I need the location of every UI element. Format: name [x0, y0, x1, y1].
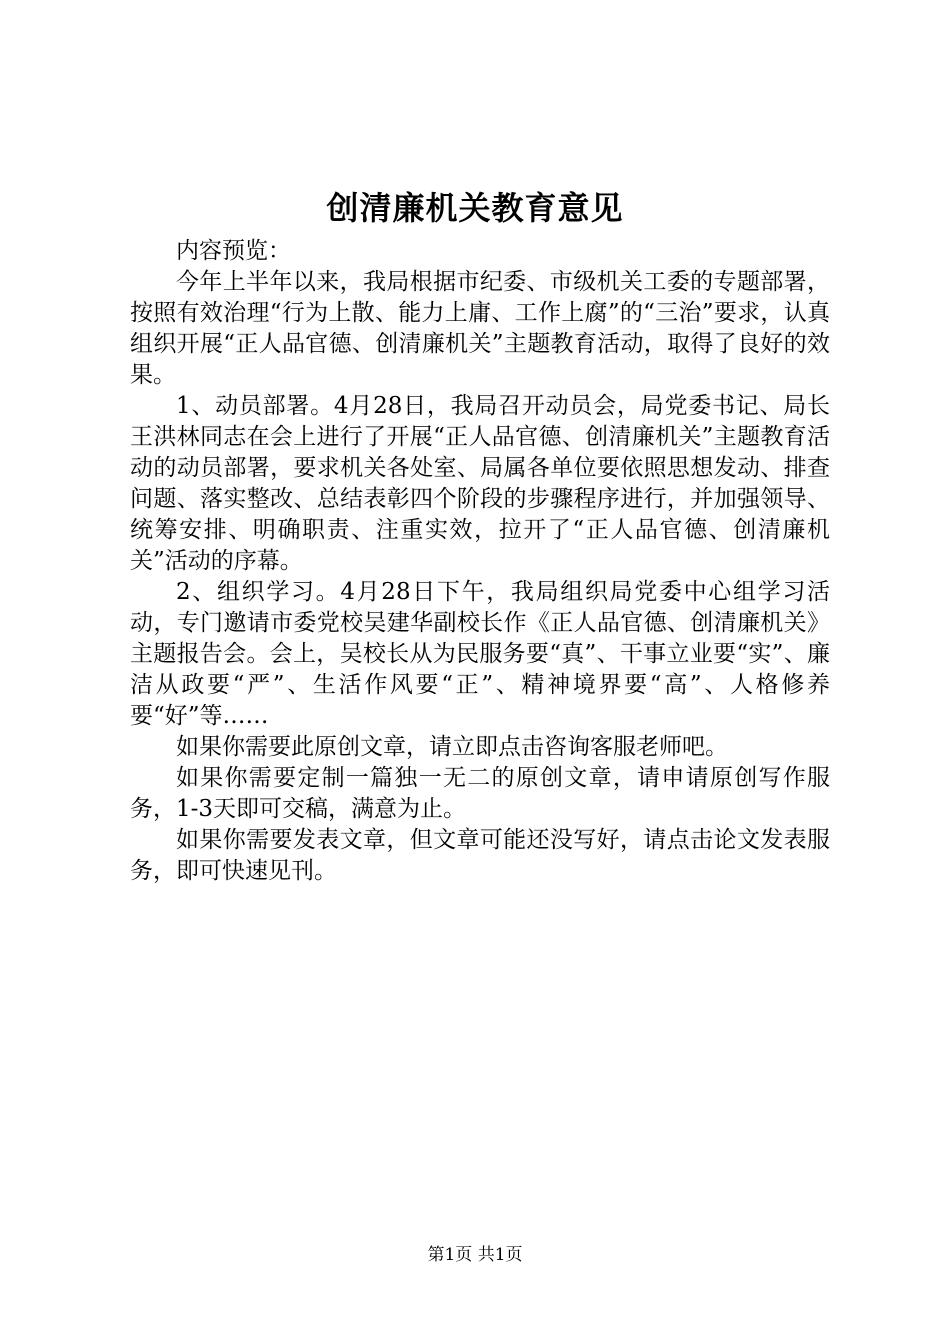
- page-footer: 第1页 共1页: [427, 1245, 523, 1265]
- paragraph-contact-service: 如果你需要此原创文章，请立即点击咨询客服老师吧。: [176, 734, 728, 760]
- document-body: [130, 236, 830, 887]
- paragraph-custom-writing: 如果你需要定制一篇独一无二的原创文章，请申请原创写作服务，1-3天即可交稿，满意为止。: [130, 765, 830, 822]
- paragraph-intro: 今年上半年以来，我局根据市纪委、市级机关工委的专题部署，按照有效治理“行为上散、能力上庸、工作上腐”的“三治”要求，认真组织开展“正人品官德、创清廉机关”主题教育活动，取得了良好的效果。: [130, 269, 830, 388]
- paragraph-publishing: 如果你需要发表文章，但文章可能还没写好，请点击论文发表服务，即可快速见刊。: [130, 827, 830, 884]
- paragraph-study: 2、组织学习。4月28日下午，我局组织局党委中心组学习活动，专门邀请市委党校吴建华副校长作《正人品官德、创清廉机关》主题报告会。会上，吴校长从为民服务要“真”、干事立业要“实”、廉洁从政要“严”、生活作风要“正”、精神境界要“高”、人格修养要“好”等……: [130, 579, 830, 729]
- preview-label: 内容预览：: [176, 238, 291, 264]
- paragraph-mobilization: 1、动员部署。4月28日，我局召开动员会，局党委书记、局长王洪林同志在会上进行了开展“正人品官德、创清廉机关”主题教育活动的动员部署，要求机关各处室、局属各单位要依照思想发动、排查问题、落实整改、总结表彰四个阶段的步骤程序进行，并加强领导、统筹安排、明确职责、注重实效，拉开了“正人品官德、创清廉机关”活动的序幕。: [130, 393, 830, 574]
- document-title: 创清廉机关教育意见: [326, 189, 624, 227]
